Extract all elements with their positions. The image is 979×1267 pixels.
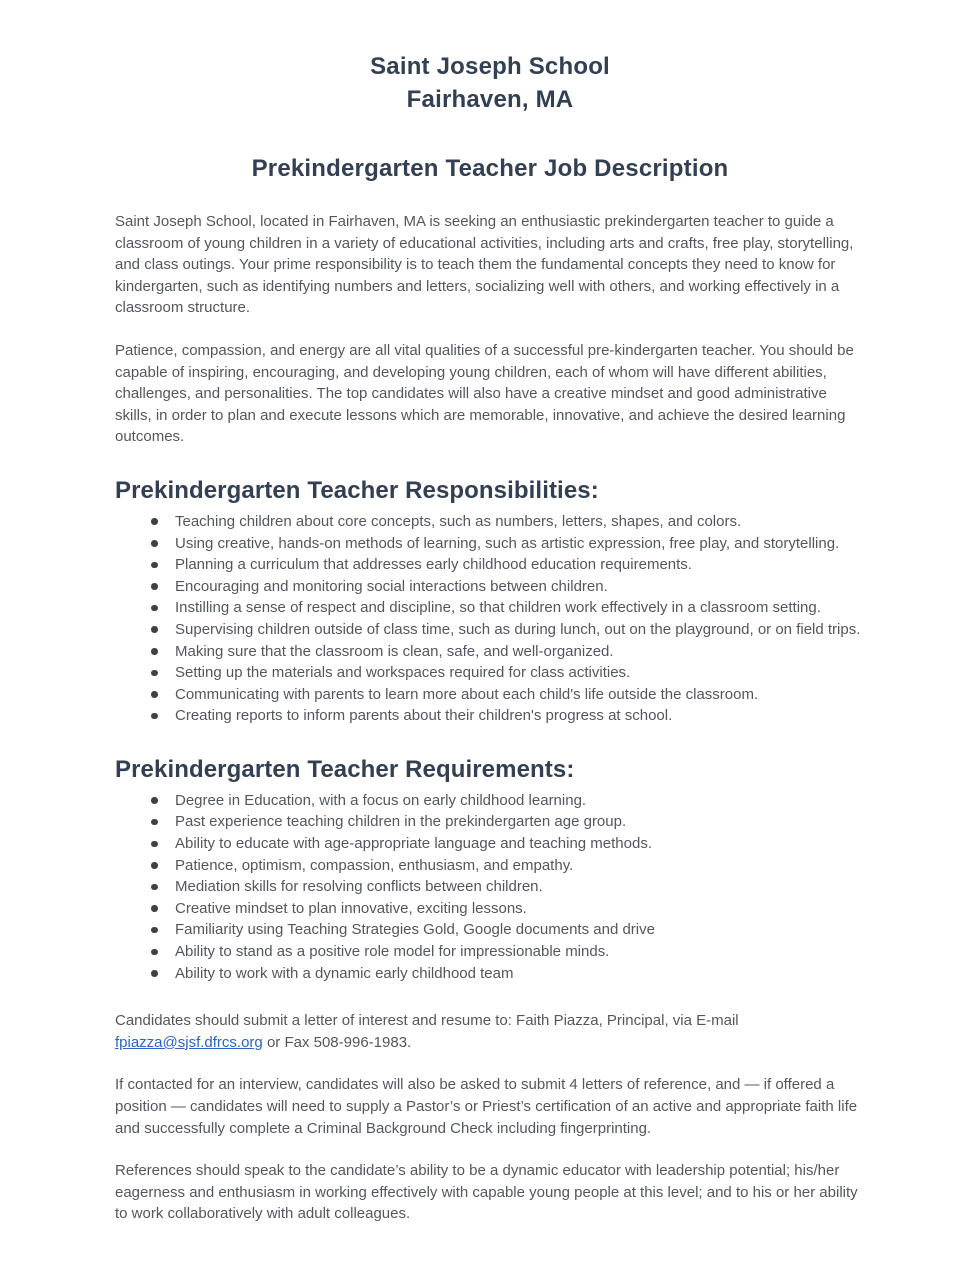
intro-paragraph-2: Patience, compassion, and energy are all vital qualities of a successful pre-kindergarten teacher. You should be capable of inspiring, encouraging, and developing young children, each of whom will have different abilities, challenges, and personalities. The top candidates will also have a creative mindset and good administrative skills, in order to plan and execute lessons which are memorable, innovative, and achieve the desired learning outcomes.	[115, 341, 854, 446]
requirements-heading: Prekindergarten Teacher Requirements:	[115, 755, 575, 783]
list-item: Encouraging and monitoring social interactions between children.	[115, 576, 865, 598]
list-item: Teaching children about core concepts, such as numbers, letters, shapes, and colors.	[115, 511, 865, 533]
contact-paragraph	[115, 1010, 865, 1053]
responsibilities-list	[115, 511, 865, 727]
list-item: Ability to educate with age-appropriate language and teaching methods.	[115, 833, 865, 855]
list-item: Setting up the materials and workspaces required for class activities.	[115, 662, 865, 684]
school-name: Saint Joseph School	[370, 53, 610, 80]
list-item: Creative mindset to plan innovative, exciting lessons.	[115, 898, 865, 920]
contact-text-before: Candidates should submit a letter of interest and resume to: Faith Piazza, Principal, via E-mail	[115, 1012, 739, 1030]
list-item: Creating reports to inform parents about their children's progress at school.	[115, 705, 865, 727]
references-paragraph: References should speak to the candidate’s ability to be a dynamic educator with leadership potential; his/her eagerness and enthusiasm in working effectively with capable young people at this level; and to his or her ability to work collaboratively with adult colleagues.	[115, 1162, 858, 1223]
requirements-list	[115, 790, 865, 984]
list-item: Using creative, hands-on methods of learning, such as artistic expression, free play, and storytelling.	[115, 533, 865, 555]
responsibilities-heading: Prekindergarten Teacher Responsibilities:	[115, 476, 599, 504]
list-item: Making sure that the classroom is clean, safe, and well-organized.	[115, 641, 865, 663]
list-item: Mediation skills for resolving conflicts between children.	[115, 876, 865, 898]
document-header	[115, 50, 865, 185]
list-item: Supervising children outside of class time, such as during lunch, out on the playground, or on field trips.	[115, 619, 865, 641]
list-item: Patience, optimism, compassion, enthusiasm, and empathy.	[115, 855, 865, 877]
intro-paragraph-1: Saint Joseph School, located in Fairhaven, MA is seeking an enthusiastic prekindergarten teacher to guide a classroom of young children in a variety of educational activities, including arts and crafts, free play, storytelling, and class outings. Your prime responsibility is to teach them the fundamental concepts they need to know for kindergarten, such as identifying numbers and letters, socializing well with others, and working effectively in a classroom structure.	[115, 213, 854, 317]
list-item: Ability to work with a dynamic early childhood team	[115, 963, 865, 985]
page-title: Prekindergarten Teacher Job Description	[251, 155, 729, 182]
interview-paragraph: If contacted for an interview, candidates will also be asked to submit 4 letters of reference, and — if offered a position — candidates will need to supply a Pastor’s or Priest’s certification of an active and appropriate faith life and successfully complete a Criminal Background Check including fingerprinting.	[115, 1076, 858, 1137]
school-location: Fairhaven, MA	[406, 86, 574, 113]
email-link[interactable]: fpiazza@sjsf.dfrcs.org	[115, 1033, 263, 1051]
list-item: Familiarity using Teaching Strategies Gold, Google documents and drive	[115, 919, 865, 941]
list-item: Degree in Education, with a focus on early childhood learning.	[115, 790, 865, 812]
list-item: Ability to stand as a positive role model for impressionable minds.	[115, 941, 865, 963]
contact-text-after: or Fax 508-996-1983.	[262, 1033, 412, 1051]
list-item: Past experience teaching children in the prekindergarten age group.	[115, 811, 865, 833]
list-item: Planning a curriculum that addresses early childhood education requirements.	[115, 554, 865, 576]
list-item: Instilling a sense of respect and discipline, so that children work effectively in a classroom setting.	[115, 597, 865, 619]
list-item: Communicating with parents to learn more about each child's life outside the classroom.	[115, 684, 865, 706]
